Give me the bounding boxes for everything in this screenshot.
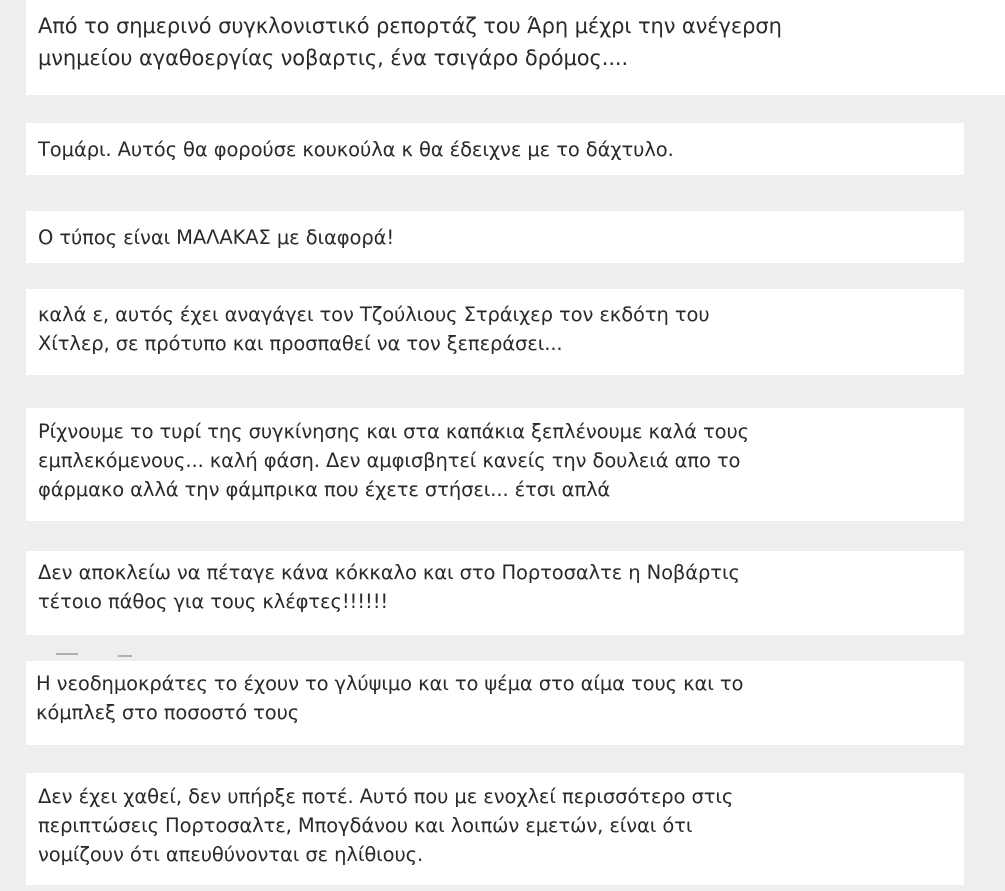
comment-5: Ρίχνουμε το τυρί της συγκίνησης και στα καπάκια ξεπλένουμε καλά τους εμπλεκόμενους... καλή φάση. Δεν αμφισβητεί κανείς την δουλειά απο το φάρμακο αλλά την φάμπρικα που έχετε στήσει... έτσι απλά	[26, 408, 964, 521]
comment-1: Από το σημερινό συγκλονιστικό ρεπορτάζ του Άρη μέχρι την ανέγερση μνημείου αγαθοεργίας νοβαρτις, ένα τσιγάρο δρόμος....	[26, 0, 1005, 95]
stray-mark	[118, 655, 132, 657]
comment-4: καλά ε, αυτός έχει αναγάγει τον Τζούλιους Στράιχερ τον εκδότη του Χίτλερ, σε πρότυπο και προσπαθεί να τον ξεπεράσει...	[26, 289, 964, 375]
comment-3: Ο τύπος είναι ΜΑΛΑΚΑΣ με διαφορά!	[26, 211, 964, 263]
comment-2: Τομάρι. Αυτός θα φορούσε κουκούλα κ θα έδειχνε με το δάχτυλο.	[26, 123, 964, 175]
comment-8: Δεν έχει χαθεί, δεν υπήρξε ποτέ. Αυτό που με ενοχλεί περισσότερο στις περιπτώσεις Πορτοσαλτε, Μπογδάνου και λοιπών εμετών, είναι ότι νομίζουν ότι απευθύνονται σε ηλίθιους.	[26, 773, 964, 885]
comment-6: Δεν αποκλείω να πέταγε κάνα κόκκαλο και στο Πορτοσαλτε η Νοβάρτις τέτοιο πάθος για τους κλέφτες!!!!!!	[26, 551, 964, 635]
comment-7: Η νεοδημοκράτες το έχουν το γλύψιμο και το ψέμα στο αίμα τους και το κόμπλεξ στο ποσοστό τους	[26, 661, 964, 745]
stray-mark	[56, 653, 78, 655]
